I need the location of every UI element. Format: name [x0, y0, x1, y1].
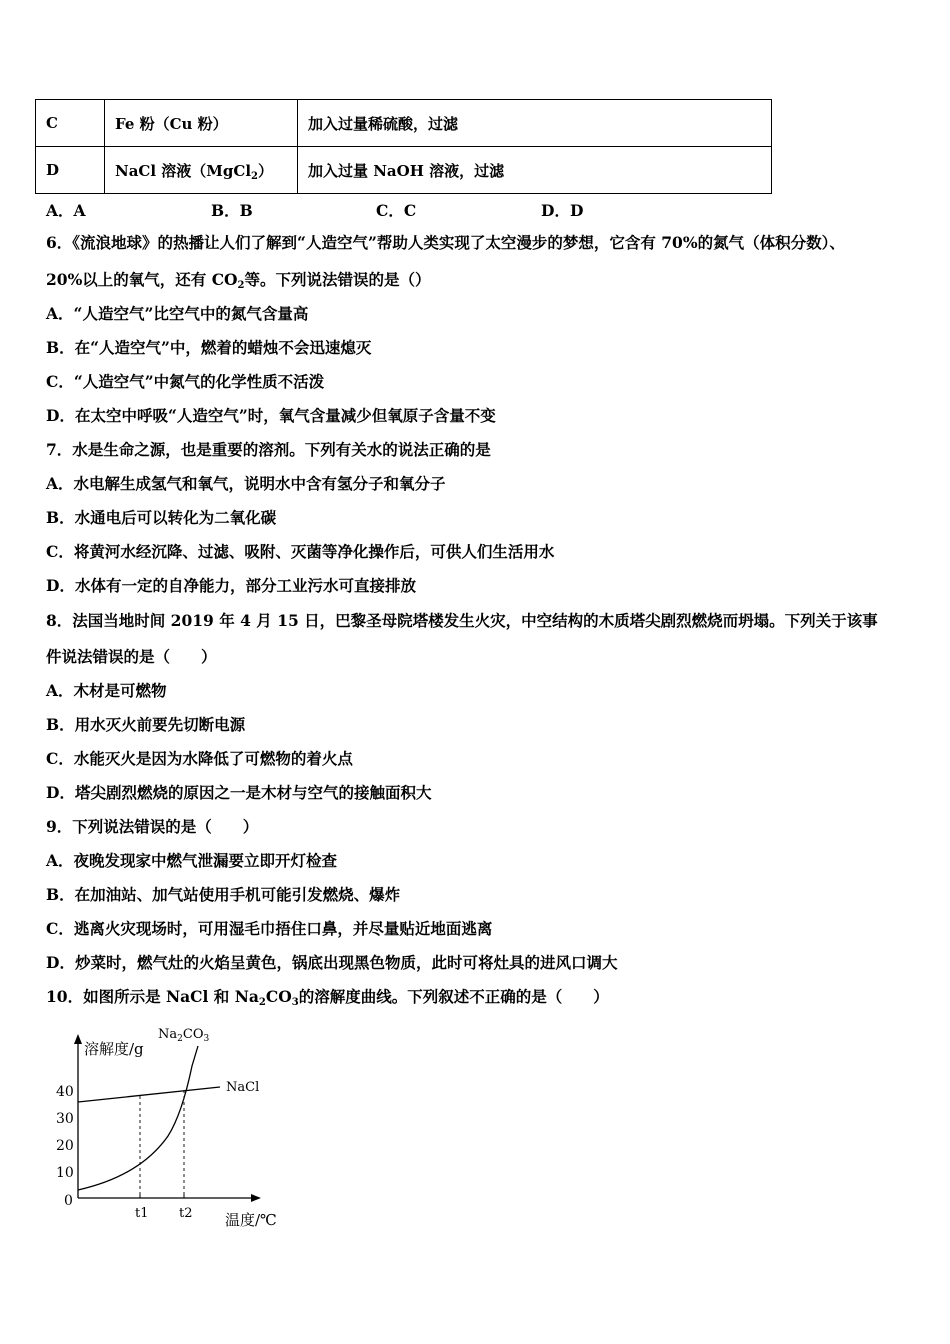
q7-option-b[interactable]: B．水通电后可以转化为二氧化碳: [46, 508, 277, 527]
row-method: 加入过量稀硫酸，过滤: [298, 100, 772, 147]
q9-stem: 9．下列说法错误的是（ ）: [46, 817, 259, 836]
q6-option-c[interactable]: C．“人造空气”中氮气的化学性质不活泼: [46, 372, 325, 391]
y-tick-label: 30: [56, 1111, 74, 1127]
q6-stem-line2: 20%以上的氧气，还有 $CO_2$等。下列说法错误的是（）: [46, 270, 431, 291]
q7-stem: 7．水是生命之源，也是重要的溶剂。下列有关水的说法正确的是: [46, 440, 491, 459]
row-substance: Fe 粉（Cu 粉）: [105, 100, 298, 147]
nacl-label: NaCl: [226, 1080, 260, 1095]
answer-b[interactable]: B．B: [211, 201, 253, 220]
q8-stem-line1: 8．法国当地时间 2019 年 4 月 15 日，巴黎圣母院塔楼发生火灾，中空结构的木质塔尖剧烈燃烧而坍塌。下列关于该事: [46, 611, 878, 630]
answer-c[interactable]: C．C: [376, 201, 417, 220]
q6-option-b[interactable]: B．在“人造空气”中，燃着的蜡烛不会迅速熄灭: [46, 338, 372, 357]
row-letter: D: [36, 147, 105, 194]
answer-a[interactable]: A．A: [46, 201, 86, 220]
q8-option-c[interactable]: C．水能灭火是因为水降低了可燃物的着火点: [46, 749, 353, 768]
q7-option-d[interactable]: D．水体有一定的自净能力，部分工业污水可直接排放: [46, 576, 416, 595]
table-row: [36, 147, 772, 194]
q8-option-d[interactable]: D．塔尖剧烈燃烧的原因之一是木材与空气的接触面积大: [46, 783, 432, 802]
q10-stem: 10．如图所示是 NaCl 和 $Na_2CO_3$的溶解度曲线。下列叙述不正确的是（ ）: [46, 987, 609, 1008]
y-axis-label: 溶解度/g: [84, 1040, 144, 1058]
answer-d[interactable]: D．D: [541, 201, 584, 220]
q9-option-a[interactable]: A．夜晚发现家中燃气泄漏要立即开灯检查: [46, 851, 338, 870]
row-substance: NaCl 溶液（MgCl$_2$）: [105, 147, 298, 194]
row-method: 加入过量 NaOH 溶液，过滤: [298, 147, 772, 194]
q7-option-c[interactable]: C．将黄河水经沉降、过滤、吸附、灭菌等净化操作后，可供人们生活用水: [46, 542, 555, 561]
q9-option-b[interactable]: B．在加油站、加气站使用手机可能引发燃烧、爆炸: [46, 885, 401, 904]
q8-stem-line2: 件说法错误的是（ ）: [46, 647, 217, 666]
y-axis-arrow: [74, 1034, 82, 1044]
q6-option-a[interactable]: A．“人造空气”比空气中的氮气含量高: [46, 304, 309, 323]
q8-option-b[interactable]: B．用水灭火前要先切断电源: [46, 715, 246, 734]
x-tick-label: t1: [135, 1206, 149, 1221]
q8-option-a[interactable]: A．木材是可燃物: [46, 681, 167, 700]
x-axis-label: 温度/℃: [225, 1211, 277, 1229]
q6-stem-line1: 6．《流浪地球》的热播让人们了解到“人造空气”帮助人类实现了太空漫步的梦想，它含有 70%的氮气（体积分数）、: [46, 233, 845, 252]
q9-option-d[interactable]: D．炒菜时，燃气灶的火焰呈黄色，锅底出现黑色物质，此时可将灶具的进风口调大: [46, 953, 618, 972]
row-letter: C: [36, 100, 105, 147]
options-table: [35, 99, 772, 194]
y-tick-label: 10: [56, 1165, 74, 1181]
y-tick-label: 40: [56, 1084, 74, 1100]
table-row: [36, 100, 772, 147]
y-tick-label: 20: [56, 1138, 74, 1154]
na2co3-label: $Na_2CO_3$: [158, 1027, 210, 1044]
q6-option-d[interactable]: D．在太空中呼吸“人造空气”时，氧气含量减少但氧原子含量不变: [46, 406, 496, 425]
y-tick-label: 0: [64, 1193, 73, 1209]
x-tick-label: t2: [179, 1206, 193, 1221]
na2co3-curve: [78, 1046, 198, 1190]
q9-option-c[interactable]: C．逃离火灾现场时，可用湿毛巾捂住口鼻，并尽量贴近地面逃离: [46, 919, 493, 938]
nacl-curve: [78, 1087, 220, 1102]
x-axis-arrow: [251, 1194, 261, 1202]
solubility-chart: [40, 1018, 340, 1238]
q7-option-a[interactable]: A．水电解生成氢气和氧气，说明水中含有氢分子和氧分子: [46, 474, 446, 493]
